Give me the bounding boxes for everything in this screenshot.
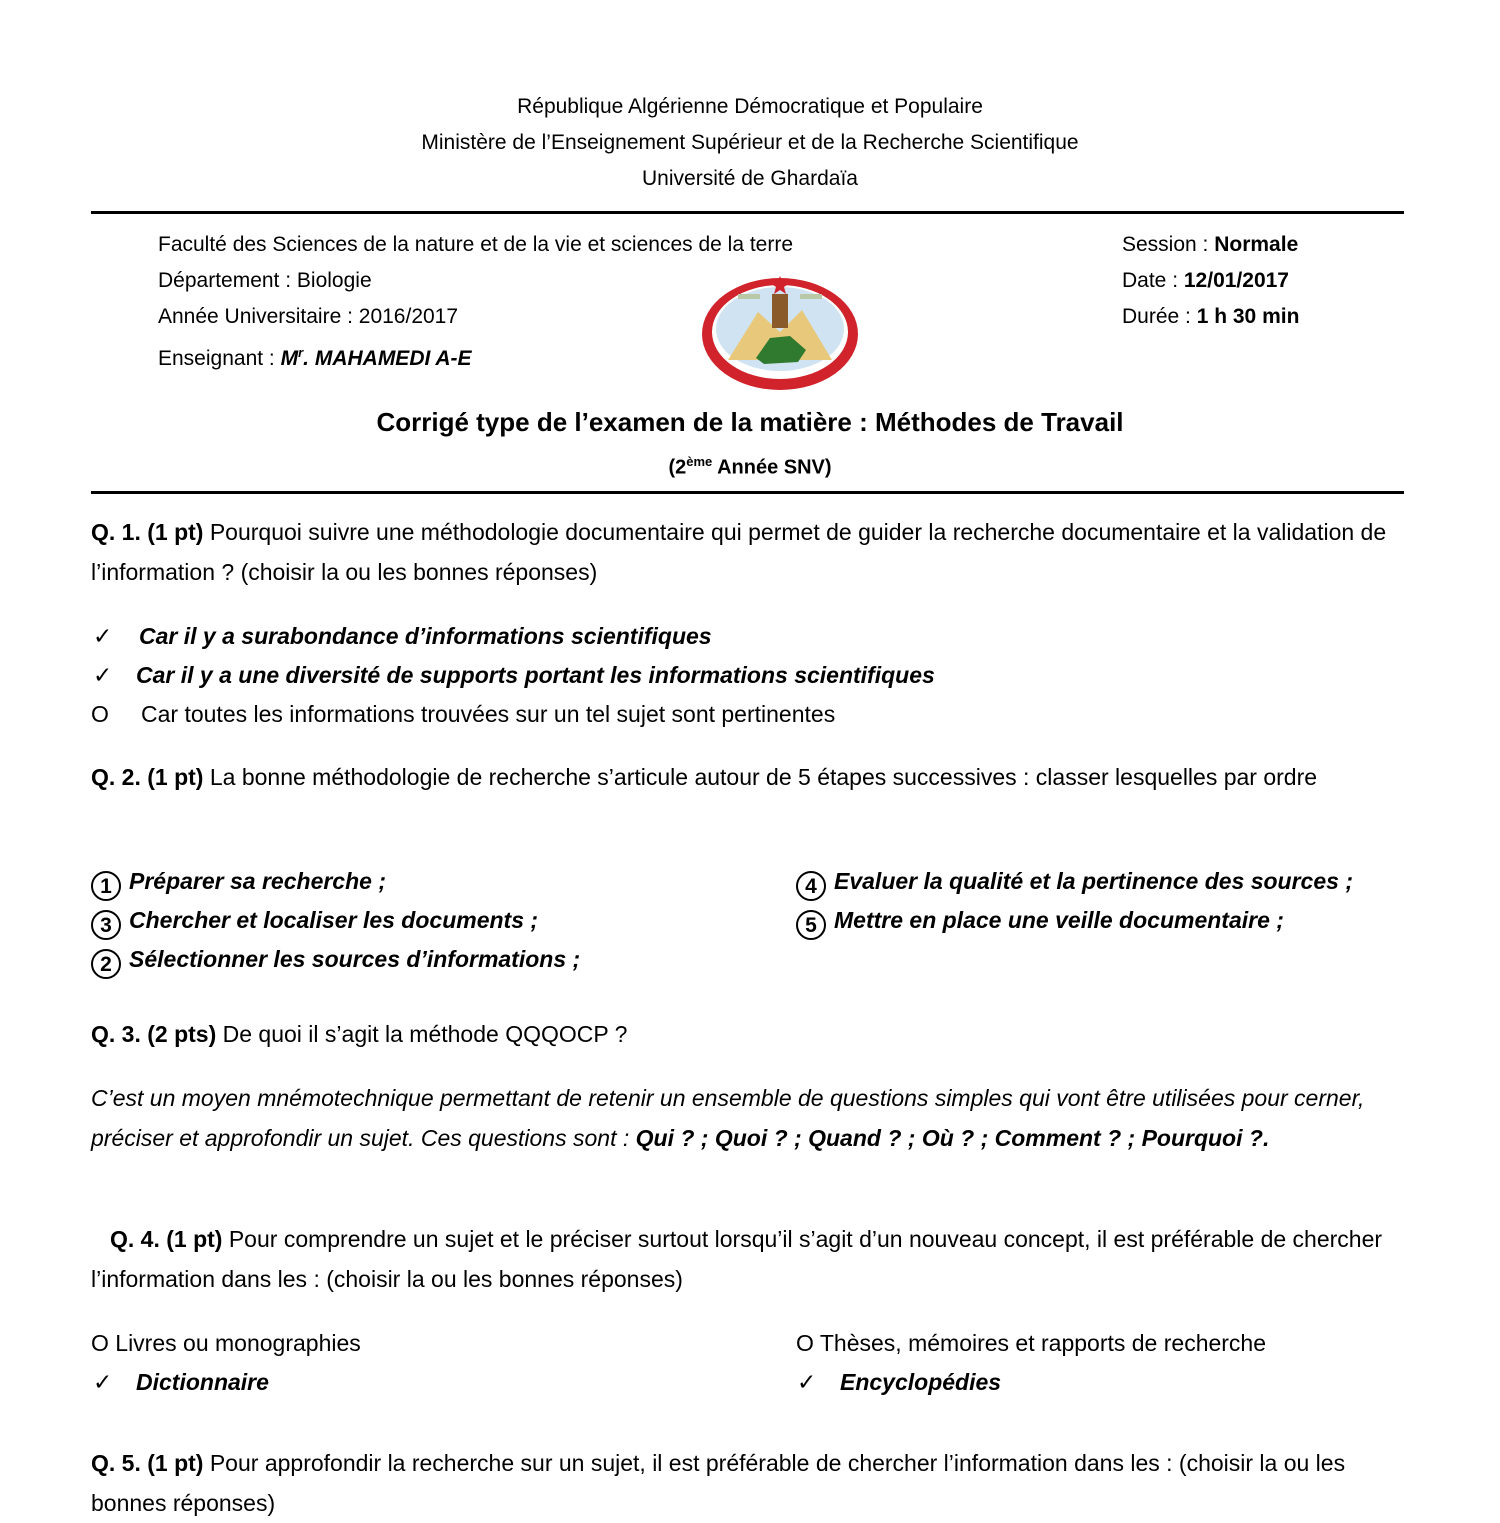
question-5	[91, 1444, 1411, 1523]
q3-text: De quoi il s’agit la méthode QQQOCP ?	[216, 1021, 628, 1047]
checkmark-icon: ✓	[93, 1369, 113, 1395]
circle-option-icon: O	[91, 701, 109, 727]
checkmark-icon: ✓	[797, 1369, 817, 1395]
step-number-icon: 5	[796, 910, 826, 940]
question-4	[91, 1220, 1411, 1299]
q4-option-3-text: Thèses, mémoires et rapports de recherche	[819, 1330, 1267, 1356]
q4-option-4-text: Encyclopédies	[840, 1369, 1002, 1395]
q4-text: Pour comprendre un sujet et le préciser surtout lorsqu’il s’agit d’un nouveau concept, il est préférable de chercher l’information dans les : (choisir la ou les bonnes réponses)	[91, 1226, 1383, 1292]
exam-title: Corrigé type de l’examen de la matière : Méthodes de Travail	[376, 407, 1124, 437]
q4-label: Q. 4. (1 pt)	[110, 1226, 223, 1252]
faculty-line: Faculté des Sciences de la nature et de la vie et sciences de la terre	[158, 233, 794, 256]
header-republic: République Algérienne Démocratique et Populaire	[517, 95, 983, 118]
university-seal-icon	[698, 272, 862, 392]
q1-option-1-text: Car il y a surabondance d’informations scientifiques	[139, 623, 712, 649]
question-2	[91, 758, 1411, 798]
q5-text: Pour approfondir la recherche sur un sujet, il est préférable de chercher l’information dans les : (choisir la ou les bonnes réponses)	[91, 1450, 1346, 1516]
q4-option-2-text: Dictionnaire	[136, 1369, 269, 1395]
q2-step-right-1-text: Evaluer la qualité et la pertinence des sources ;	[834, 868, 1353, 894]
subtitle-open: (2	[668, 456, 687, 479]
q4-option-4	[797, 1363, 1001, 1402]
step-number-icon: 3	[91, 910, 121, 940]
department-line	[158, 263, 372, 299]
top-divider	[91, 211, 1404, 214]
q2-step-right-2	[796, 901, 1284, 940]
q4-option-1	[91, 1324, 361, 1363]
q3-label: Q. 3. (2 pts)	[91, 1021, 217, 1047]
q3-answer-questions: Qui ? ; Quoi ? ; Quand ? ; Où ? ; Comment ? ; Pourquoi ?.	[635, 1124, 1270, 1151]
checkmark-icon: ✓	[93, 623, 113, 649]
step-number-icon: 1	[91, 871, 121, 901]
q2-step-right-1	[796, 862, 1353, 901]
q2-step-right-2-text: Mettre en place une veille documentaire ;	[834, 907, 1284, 933]
q4-option-3	[796, 1324, 1266, 1363]
session-value: Normale	[1214, 233, 1299, 256]
q2-text: La bonne méthodologie de recherche s’articule autour de 5 étapes successives : classer lesquelles par ordre	[203, 764, 1318, 790]
q2-step-left-1	[91, 862, 386, 901]
q2-label: Q. 2. (1 pt)	[91, 764, 204, 790]
q4-option-1-text: Livres ou monographies	[115, 1330, 361, 1356]
q1-option-2-text: Car il y a une diversité de supports portant les informations scientifiques	[136, 662, 935, 688]
q2-step-left-2	[91, 901, 538, 940]
date-label: Date :	[1122, 269, 1184, 292]
circle-option-icon: O	[91, 1330, 109, 1356]
q4-option-2	[93, 1363, 269, 1402]
q2-step-left-3	[91, 940, 580, 979]
q2-step-left-1-text: Préparer sa recherche ;	[129, 868, 386, 894]
session-label: Session :	[1122, 233, 1215, 256]
q1-option-1	[93, 617, 712, 656]
department-label: Département :	[158, 269, 297, 292]
header-university: Université de Ghardaïa	[642, 167, 858, 190]
q3-answer-text: C’est un moyen mnémotechnique permettant de retenir un ensemble de questions simples qui vont être utilisées pour cerner, préciser et approfondir un sujet. Ces questions sont :	[91, 1085, 1365, 1151]
teacher-prefix: M	[280, 347, 299, 370]
question-1	[91, 513, 1411, 592]
title-divider	[91, 491, 1404, 494]
year-value: 2016/2017	[358, 305, 459, 328]
duration-value: 1 h 30 min	[1196, 305, 1300, 328]
subtitle-close: Année SNV)	[712, 456, 832, 479]
step-number-icon: 4	[796, 871, 826, 901]
duration-label: Durée :	[1122, 305, 1197, 328]
teacher-label: Enseignant :	[158, 347, 281, 370]
date-line	[1122, 263, 1289, 299]
step-number-icon: 2	[91, 949, 121, 979]
q1-option-2	[93, 656, 935, 695]
q3-answer	[91, 1079, 1381, 1158]
checkmark-icon: ✓	[93, 662, 113, 688]
duration-line	[1122, 299, 1299, 335]
q1-text: Pourquoi suivre une méthodologie documentaire qui permet de guider la recherche documentaire et la validation de l’information ? (choisir la ou les bonnes réponses)	[91, 519, 1387, 585]
teacher-line	[158, 335, 472, 377]
header-ministry: Ministère de l’Enseignement Supérieur et de la Recherche Scientifique	[421, 131, 1079, 154]
q5-label: Q. 5. (1 pt)	[91, 1450, 204, 1476]
teacher-sup: r	[298, 345, 304, 360]
year-label: Année Universitaire :	[158, 305, 359, 328]
session-line	[1122, 227, 1298, 263]
q1-label: Q. 1. (1 pt)	[91, 519, 204, 545]
q2-step-left-2-text: Chercher et localiser les documents ;	[129, 907, 539, 933]
circle-option-icon: O	[796, 1330, 814, 1356]
question-3	[91, 1015, 1411, 1055]
date-value: 12/01/2017	[1183, 269, 1289, 292]
q1-option-3-text: Car toutes les informations trouvées sur un tel sujet sont pertinentes	[141, 701, 836, 727]
teacher-name: . MAHAMEDI A-E	[303, 347, 472, 370]
department-value: Biologie	[296, 269, 372, 292]
q1-option-3	[91, 695, 835, 734]
subtitle-sup: ème	[686, 454, 713, 469]
exam-subtitle	[0, 448, 1500, 482]
q2-step-left-3-text: Sélectionner les sources d’informations ;	[129, 946, 581, 972]
academic-year-line	[158, 299, 458, 335]
